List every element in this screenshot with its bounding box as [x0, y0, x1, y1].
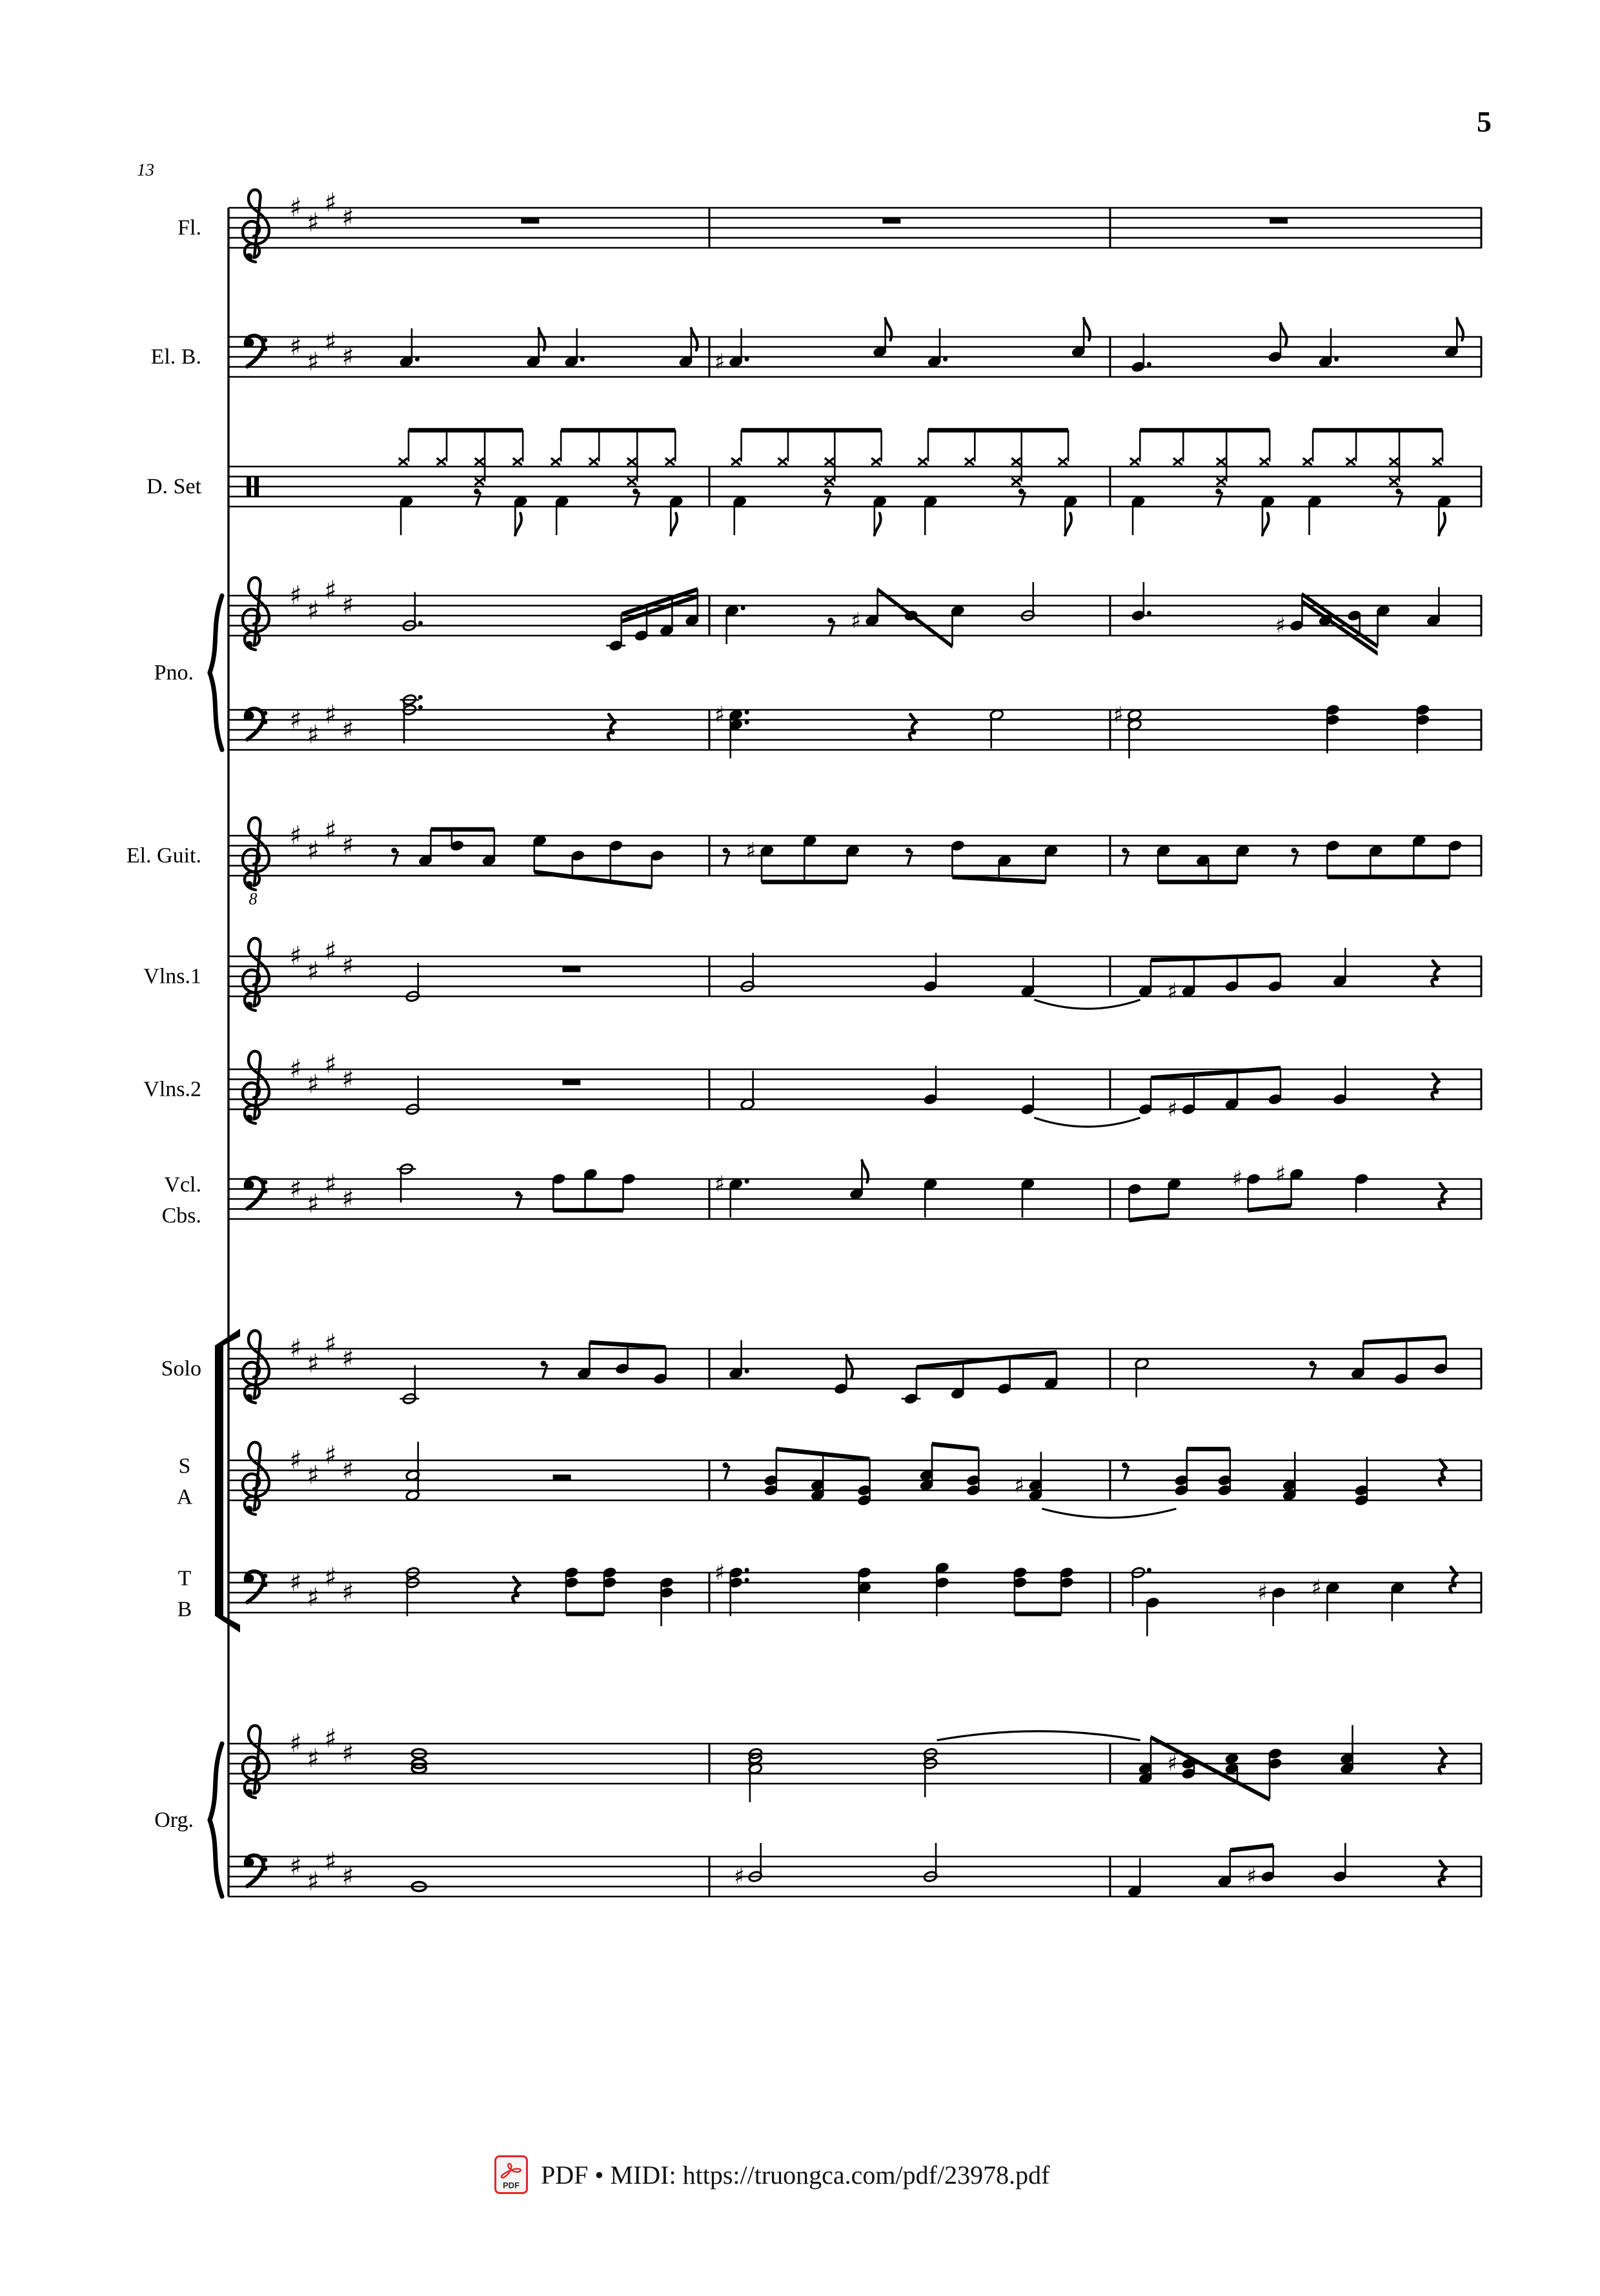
rest-w: [562, 967, 580, 972]
treble-clef-icon: [243, 190, 269, 262]
pdf-file-icon: [494, 2155, 528, 2194]
key-signature-sharp: ♯: [307, 1582, 319, 1613]
key-signature-sharp: ♯: [324, 816, 337, 846]
key-signature-sharp: ♯: [289, 1174, 302, 1204]
bass-clef-icon: [246, 1571, 268, 1602]
treble-clef-icon: [243, 1331, 269, 1403]
rest-q: [909, 714, 916, 740]
accidental-sharp: ♯: [1275, 612, 1286, 639]
key-signature-sharp: ♯: [289, 581, 302, 610]
page-number: 5: [1477, 105, 1492, 138]
staff-label-vcl-1: Vcl.: [164, 1173, 201, 1197]
staff-elb: [151, 318, 1482, 377]
key-signature-sharp: ♯: [324, 1329, 337, 1359]
rest-q: [608, 714, 614, 740]
pdf-icon-label: PDF: [503, 2180, 520, 2190]
accidental-sharp: ♯: [1246, 1864, 1257, 1889]
bass-clef-icon: [246, 709, 268, 740]
key-signature-sharp: ♯: [341, 1578, 354, 1607]
key-signature-sharp: ♯: [307, 1349, 319, 1379]
key-signature-sharp: ♯: [307, 1866, 319, 1897]
accidental-sharp: ♯: [850, 607, 862, 634]
key-signature-sharp: ♯: [341, 1862, 354, 1891]
key-signature-sharp: ♯: [289, 1445, 302, 1475]
treble-clef-icon: [243, 818, 269, 890]
rest-w: [562, 1080, 580, 1085]
bass-clef-icon: [246, 336, 268, 367]
key-signature-sharp: ♯: [307, 956, 319, 987]
staff-dset: [147, 428, 1482, 535]
staff-fl: [177, 188, 1482, 262]
staff-label-gtr: El. Guit.: [126, 843, 201, 868]
rest-q: [1450, 1567, 1457, 1593]
accidental-sharp: ♯: [745, 838, 756, 864]
key-signature-sharp: ♯: [341, 1064, 354, 1094]
accidental-sharp: ♯: [714, 701, 725, 728]
rest-q: [1439, 1183, 1446, 1209]
accidental-sharp: ♯: [1311, 1575, 1322, 1601]
staff-pno_b: [228, 694, 1482, 758]
treble-clef-icon: [243, 1051, 269, 1123]
staff-label-vln2: Vlns.2: [143, 1077, 201, 1102]
key-signature-sharp: ♯: [324, 1169, 337, 1199]
accidental-sharp: ♯: [714, 348, 725, 375]
footer-link[interactable]: PDF • MIDI: https://truongca.com/pdf/23978.pdf: [541, 2160, 1050, 2190]
accidental-sharp: ♯: [1167, 1751, 1178, 1777]
rest-q: [1432, 961, 1439, 986]
key-signature-sharp: ♯: [307, 1069, 319, 1100]
key-signature-sharp: ♯: [324, 327, 337, 357]
accidental-sharp: ♯: [1014, 1472, 1025, 1498]
key-signature-sharp: ♯: [324, 1724, 337, 1754]
staff-vcl: [162, 1160, 1482, 1227]
staff-label-solo: Solo: [161, 1356, 201, 1381]
key-signature-sharp: ♯: [341, 1738, 354, 1769]
staff-solo: [161, 1329, 1482, 1404]
treble-clef-icon: [243, 1726, 269, 1798]
key-signature-sharp: ♯: [289, 1054, 302, 1084]
rest-q: [1439, 1460, 1446, 1485]
brace-pno_t: [154, 596, 222, 750]
staff-label-tb-2: B: [177, 1597, 192, 1622]
treble-clef-icon: [243, 938, 269, 1011]
rest-q: [1432, 1074, 1439, 1099]
staff-label-org: Org.: [154, 1808, 194, 1832]
accidental-sharp: ♯: [714, 1171, 725, 1197]
rest-q: [1439, 1748, 1446, 1773]
staff-org_t: [228, 1724, 1482, 1802]
staff-vln2: [143, 1049, 1482, 1127]
rest-q: [1439, 1861, 1446, 1886]
key-signature-sharp: ♯: [289, 1729, 302, 1758]
key-signature-sharp: ♯: [307, 1460, 319, 1491]
rest-w: [882, 218, 900, 224]
key-signature-sharp: ♯: [307, 208, 319, 238]
key-signature-sharp: ♯: [324, 576, 337, 606]
accidental-sharp: ♯: [1167, 978, 1178, 1005]
measure-number: 13: [137, 160, 154, 179]
key-signature-sharp: ♯: [324, 936, 337, 967]
key-signature-sharp: ♯: [289, 1851, 302, 1882]
key-signature-sharp: ♯: [289, 1334, 302, 1364]
staff-org_b: [228, 1843, 1482, 1897]
octave-8: 8: [248, 889, 258, 909]
staff-label-vcl-2: Cbs.: [161, 1203, 201, 1228]
staff-tb: [177, 1560, 1482, 1636]
staff-label-dset: D. Set: [147, 474, 201, 499]
bass-clef-icon: [246, 1855, 268, 1886]
staff-label-elb: El. B.: [150, 345, 201, 369]
key-signature-sharp: ♯: [289, 193, 302, 223]
key-signature-sharp: ♯: [289, 821, 302, 851]
rest-w: [521, 218, 539, 224]
accidental-sharp: ♯: [714, 1560, 725, 1586]
key-signature-sharp: ♯: [324, 1440, 337, 1471]
key-signature-sharp: ♯: [307, 596, 319, 626]
rest-h: [553, 1475, 571, 1480]
key-signature-sharp: ♯: [324, 1562, 337, 1593]
staff-sa: [177, 1440, 1482, 1518]
key-signature-sharp: ♯: [324, 700, 337, 730]
staff-label-fl: Fl.: [177, 216, 201, 240]
key-signature-sharp: ♯: [324, 188, 337, 218]
key-signature-sharp: ♯: [289, 942, 302, 971]
key-signature-sharp: ♯: [341, 1455, 354, 1485]
acrobat-logo-icon: [499, 2162, 523, 2181]
footer: [494, 2155, 1049, 2194]
key-signature-sharp: ♯: [341, 203, 354, 233]
accidental-sharp: ♯: [1167, 1096, 1178, 1122]
staff-label-pno: Pno.: [154, 661, 194, 685]
key-signature-sharp: ♯: [341, 590, 354, 621]
accidental-sharp: ♯: [1113, 701, 1124, 728]
rest-q: [512, 1577, 519, 1602]
key-signature-sharp: ♯: [307, 720, 319, 750]
bass-clef-icon: [246, 1178, 268, 1209]
key-signature-sharp: ♯: [307, 1744, 319, 1774]
key-signature-sharp: ♯: [307, 347, 319, 377]
accidental-sharp: ♯: [1257, 1580, 1268, 1606]
key-signature-sharp: ♯: [341, 715, 354, 745]
staff-label-sa-2: A: [176, 1485, 193, 1509]
key-signature-sharp: ♯: [307, 1189, 319, 1219]
brace-org_t: [154, 1744, 222, 1897]
key-signature-sharp: ♯: [341, 831, 354, 861]
rest-w: [1270, 218, 1288, 224]
key-signature-sharp: ♯: [324, 1846, 337, 1877]
key-signature-sharp: ♯: [289, 1567, 302, 1598]
accidental-sharp: ♯: [1231, 1166, 1243, 1192]
treble-clef-icon: [243, 578, 269, 650]
key-signature-sharp: ♯: [341, 1344, 354, 1374]
key-signature-sharp: ♯: [341, 342, 354, 372]
key-signature-sharp: ♯: [289, 705, 302, 735]
staff-label-tb-1: T: [177, 1566, 192, 1591]
key-signature-sharp: ♯: [341, 951, 354, 982]
treble-clef-icon: [243, 1442, 269, 1515]
accidental-sharp: ♯: [734, 1864, 745, 1889]
staff-pno_t: [228, 576, 1482, 656]
key-signature-sharp: ♯: [324, 1049, 337, 1080]
staff-label-sa-1: S: [178, 1454, 191, 1478]
staff-gtr: [127, 816, 1482, 908]
staff-label-vln1: Vlns.1: [143, 964, 201, 989]
key-signature-sharp: ♯: [341, 1184, 354, 1214]
key-signature-sharp: ♯: [289, 332, 302, 362]
key-signature-sharp: ♯: [307, 836, 319, 866]
staff-vln1: [143, 936, 1482, 1011]
accidental-sharp: ♯: [1275, 1161, 1286, 1187]
